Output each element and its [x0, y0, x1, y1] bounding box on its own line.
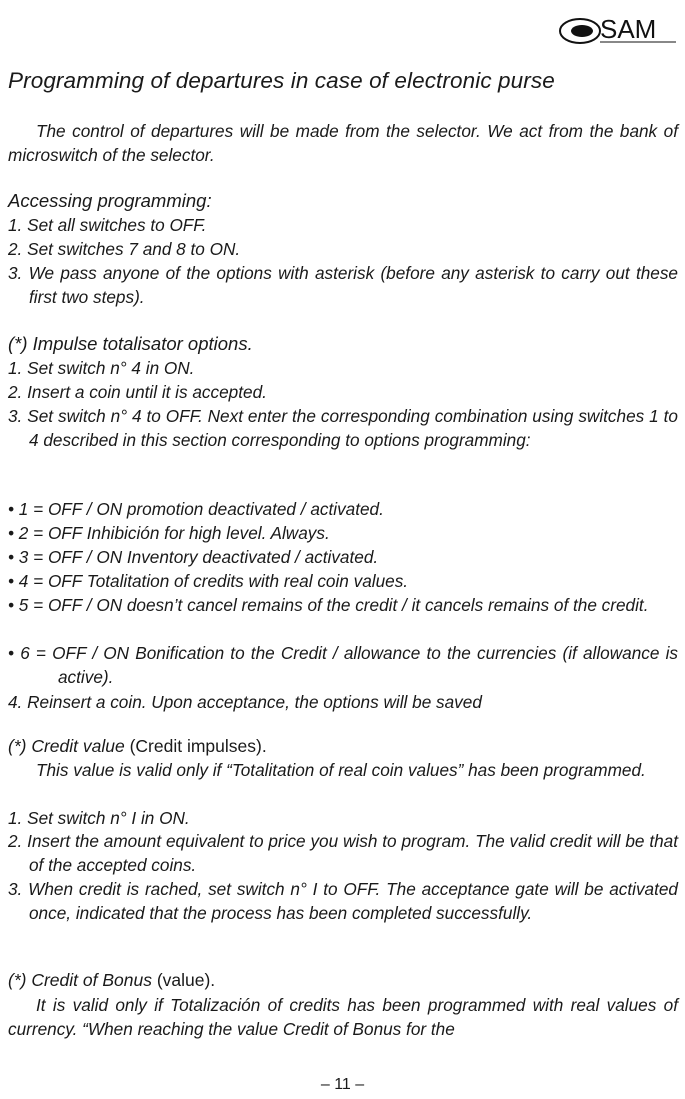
credit-value-title: (*) Credit value: [8, 736, 125, 756]
option-item: • 5 = OFF / ON doesn’t cancel remains of the credit / it cancels remains of the credit.: [8, 595, 649, 615]
access-heading: Accessing programming:: [8, 190, 212, 211]
credit-value-suffix: (Credit impulses).: [124, 736, 267, 756]
credit-value-note: This value is valid only if “Totalitation of real coin values” has been programmed.: [36, 760, 646, 780]
sam-logo: [558, 8, 678, 48]
access-step: 1. Set all switches to OFF.: [8, 215, 207, 235]
bonus-note: It is valid only if Totalización of credits has been programmed with real values of currency. “When reaching the value Credit of Bonus for the: [8, 995, 678, 1040]
impulse-step: 2. Insert a coin until it is accepted.: [8, 382, 267, 402]
credit-value-heading: [8, 736, 267, 757]
page-title: Programming of departures in case of electronic purse: [8, 68, 555, 93]
access-step: 3. We pass anyone of the options with asterisk (before any asterisk to carry out these first two steps).: [8, 263, 678, 308]
option-item: • 4 = OFF Totalitation of credits with real coin values.: [8, 571, 409, 591]
option-item: • 6 = OFF / ON Bonification to the Credit / allowance to the currencies (if allowance is active).: [8, 643, 678, 688]
credit-value-step: 3. When credit is rached, set switch n° I to OFF. The acceptance gate will be activated once, indicated that the process has been completed successfully.: [8, 879, 678, 924]
option-item: • 2 = OFF Inhibición for high level. Always.: [8, 523, 330, 543]
bonus-heading: [8, 970, 215, 991]
impulse-step: 3. Set switch n° 4 to OFF. Next enter the corresponding combination using switches 1 to 4 described in this section corresponding to options programming:: [8, 406, 678, 451]
impulse-heading: (*) Impulse totalisator options.: [8, 333, 253, 354]
intro-paragraph: The control of departures will be made from the selector. We act from the bank of microswitch of the selector.: [8, 121, 678, 166]
access-step: 2. Set switches 7 and 8 to ON.: [8, 239, 241, 259]
option-item: • 3 = OFF / ON Inventory deactivated / activated.: [8, 547, 379, 567]
impulse-final-step: 4. Reinsert a coin. Upon acceptance, the options will be saved: [8, 692, 482, 712]
impulse-step: 1. Set switch n° 4 in ON.: [8, 358, 195, 378]
page-number: – 11 –: [320, 1076, 365, 1093]
option-item: • 1 = OFF / ON promotion deactivated / activated.: [8, 499, 384, 519]
credit-value-step: 2. Insert the amount equivalent to price you wish to program. The valid credit will be that of the accepted coins.: [8, 831, 678, 876]
credit-value-step: 1. Set switch n° I in ON.: [8, 808, 190, 828]
svg-text:SAM: SAM: [600, 14, 657, 44]
bonus-suffix: (value).: [151, 970, 216, 990]
bonus-title: (*) Credit of Bonus: [8, 970, 152, 990]
